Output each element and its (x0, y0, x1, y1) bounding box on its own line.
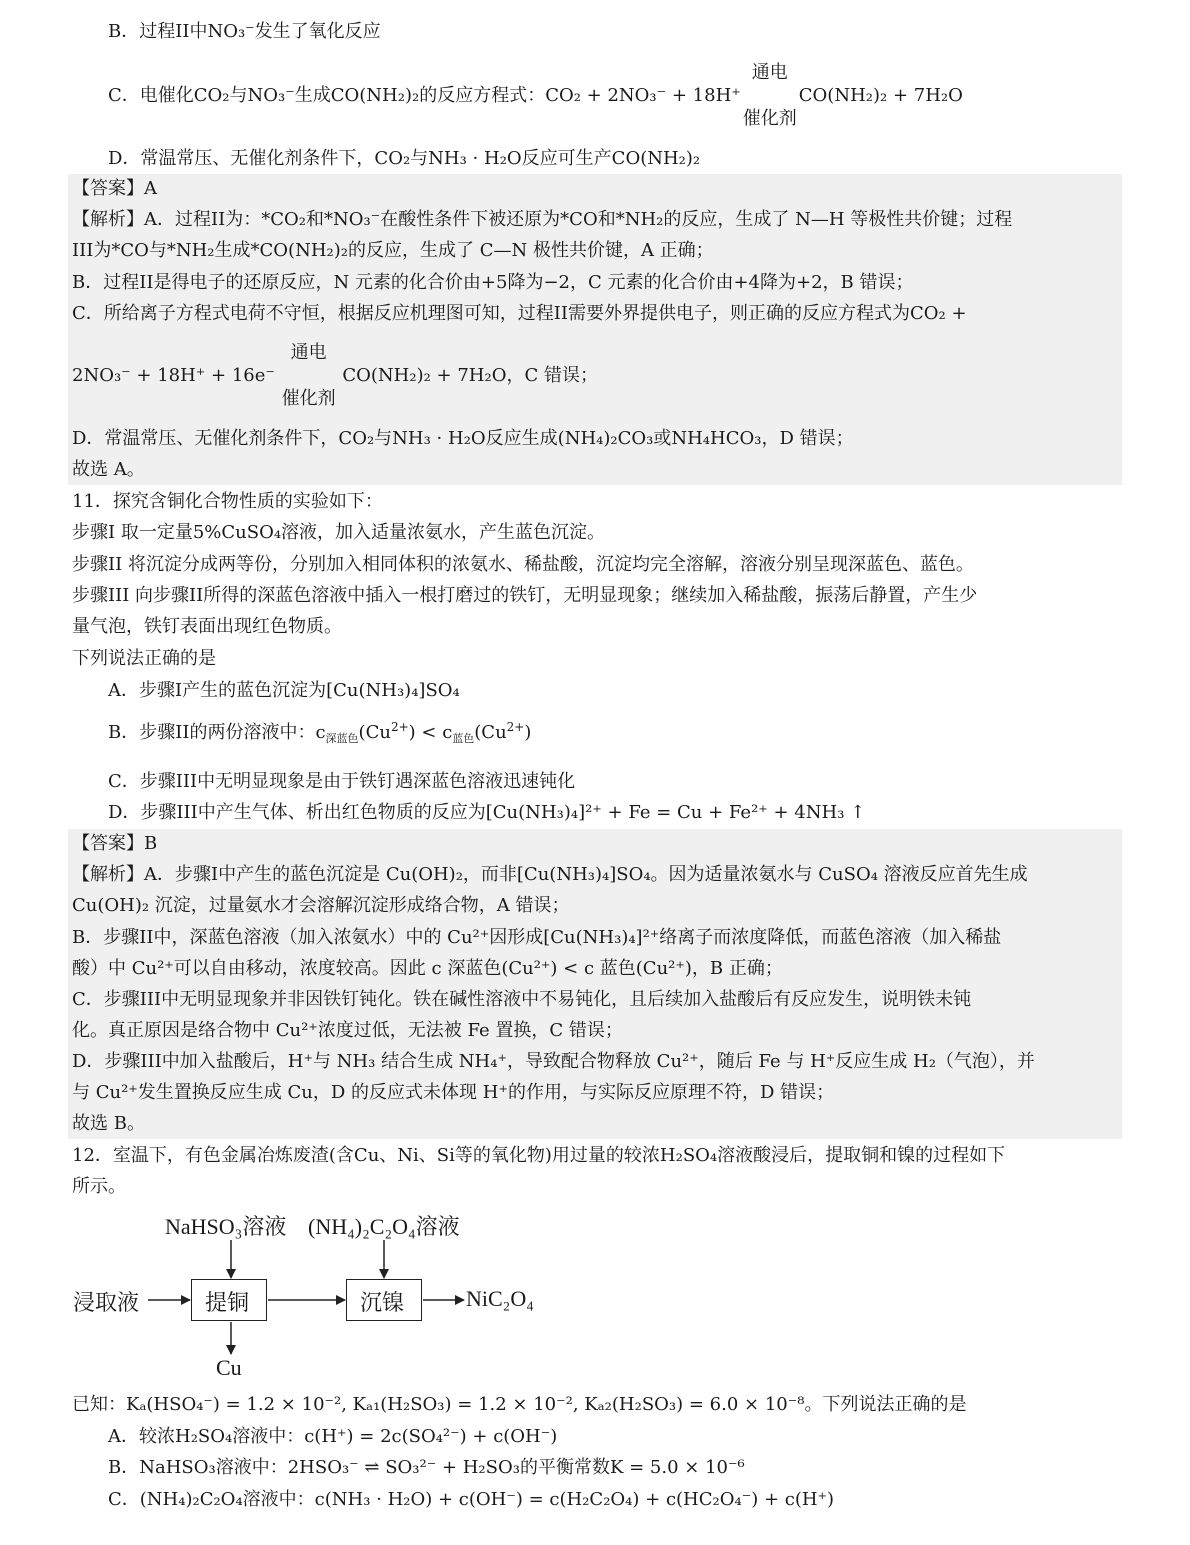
q10-option-b: B．过程II中NO₃⁻发生了氧化反应 (108, 21, 381, 42)
q10-analysis-line: B．过程II是得电子的还原反应，N 元素的化合价由+5降为−2，C 元素的化合价由+4降为+2，B 错误； (72, 272, 914, 293)
equation-suffix: CO(NH₂)₂ + 7H₂O，C 错误； (342, 365, 598, 386)
q11-analysis-line: C．步骤III中无明显现象并非因铁钉钝化。铁在碱性溶液中不易钝化，且后续加入盐酸后有反应发生，说明铁未钝 (72, 989, 972, 1010)
q11-analysis-line: 【解析】A．步骤I中产生的蓝色沉淀是 Cu(OH)₂，而非[Cu(NH₃)₄]SO₄。因为适量浓氨水与 CuSO₄ 溶液反应首先生成 (72, 864, 1028, 885)
subscript-blue: 蓝色 (452, 732, 475, 745)
q12-stem: 12．室温下，有色金属冶炼废渣(含Cu、Ni、Si等的氧化物)用过量的较浓H₂SO₄溶液酸浸后，提取铜和镍的过程如下 (72, 1145, 1006, 1166)
subscript-deep-blue: 深蓝色 (325, 732, 359, 745)
reagent-oxalate: (NH₄)₂C₂O₄溶液 (308, 1214, 460, 1239)
q11-step: 步骤I 取一定量5%CuSO₄溶液，加入适量浓氨水，产生蓝色沉淀。 (72, 522, 606, 543)
q10-analysis-line: D．常温常压、无催化剂条件下，CO₂与NH₃ · H₂O反应生成(NH₄)₂CO₃或NH₄HCO₃，D 错误； (72, 428, 854, 449)
condition-top: 通电 (290, 342, 327, 363)
q11-analysis-line: 与 Cu²⁺发生置换反应生成 Cu，D 的反应式未体现 H⁺的作用，与实际反应原理不符，D 错误； (72, 1082, 835, 1103)
q12-option: A．较浓H₂SO₄溶液中：c(H⁺) = 2c(SO₄²⁻) + c(OH⁻) (108, 1426, 558, 1447)
q10-answer: 【答案】A (72, 178, 157, 199)
step-precipitate-nickel-label: 沉镍 (360, 1290, 405, 1315)
q11-option-d: D．步骤III中产生气体、析出红色物质的反应为[Cu(NH₃)₄]²⁺ + Fe = Cu + Fe²⁺ + 4NH₃ ↑ (108, 802, 866, 823)
q11-analysis-line: D．步骤III中加入盐酸后，H⁺与 NH₃ 结合生成 NH₄⁺，导致配合物释放 Cu²⁺，随后 Fe 与 H⁺反应生成 H₂（气泡），并 (72, 1051, 1035, 1072)
input-leachate: 浸取液 (73, 1290, 140, 1315)
byproduct-copper: Cu (216, 1355, 242, 1380)
condition-bottom: 催化剂 (742, 108, 797, 129)
q11-stem: 11．探究含铜化合物性质的实验如下： (72, 491, 383, 512)
output-nickel-oxalate: NiC₂O₄ (466, 1286, 534, 1311)
q11-answer: 【答案】B (72, 833, 158, 854)
flow-arrows (0, 0, 600, 1400)
q10-conclusion: 故选 A。 (72, 459, 145, 480)
q10-option-d: D．常温常压、无催化剂条件下，CO₂与NH₃ · H₂O反应可生产CO(NH₂)₂ (108, 148, 701, 169)
q11-step: 步骤II 将沉淀分成两等份，分别加入相同体积的浓氨水、稀盐酸，沉淀均完全溶解，溶液分别呈现深蓝色、蓝色。 (72, 554, 974, 575)
q10-analysis-line: III为*CO与*NH₂生成*CO(NH₂)₂的反应，生成了 C—N 极性共价键，A 正确； (72, 240, 714, 261)
q11-question: 下列说法正确的是 (72, 648, 216, 669)
q11-step: 量气泡，铁钉表面出现红色物质。 (72, 616, 342, 637)
q11-analysis-line: 化。真正原因是络合物中 Cu²⁺浓度过低，无法被 Fe 置换，C 错误； (72, 1020, 623, 1041)
q12-option: B．NaHSO₃溶液中：2HSO₃⁻ ⇌ SO₃²⁻ + H₂SO₃的平衡常数K = 5.0 × 10⁻⁶ (108, 1457, 745, 1478)
analysis-label: 【解析】 (72, 209, 144, 230)
q10-option-c-prefix: C．电催化CO₂与NO₃⁻生成CO(NH₂)₂的反应方程式：CO₂ + 2NO₃⁻ + 18H⁺ (108, 85, 741, 106)
q11-analysis-line: 酸）中 Cu²⁺可以自由移动，浓度较高。因此 c 深蓝色(Cu²⁺) < c 蓝色(Cu²⁺)，B 正确； (72, 958, 783, 979)
q12-stem: 所示。 (72, 1176, 126, 1197)
q11-step: 步骤III 向步骤II所得的深蓝色溶液中插入一根打磨过的铁钉，无明显现象；继续加入稀盐酸，振荡后静置，产生少 (72, 585, 978, 606)
q11-option-b-prefix: B．步骤II的两份溶液中： (108, 722, 316, 743)
equation-prefix: 2NO₃⁻ + 18H⁺ + 16e⁻ (72, 365, 275, 386)
condition-bottom: 催化剂 (281, 388, 336, 409)
q10-option-c-suffix: CO(NH₂)₂ + 7H₂O (798, 85, 963, 106)
q11-analysis-line: B．步骤II中，深蓝色溶液（加入浓氨水）中的 Cu²⁺因形成[Cu(NH₃)₄]²⁺络离子而浓度降低，而蓝色溶液（加入稀盐 (72, 927, 1002, 948)
q11-analysis-line: Cu(OH)₂ 沉淀，过量氨水才会溶解沉淀形成络合物，A 错误； (72, 895, 570, 916)
q11-option-a: A．步骤I产生的蓝色沉淀为[Cu(NH₃)₄]SO₄ (108, 680, 460, 701)
q11-conclusion: 故选 B。 (72, 1113, 145, 1134)
q11-option-b: B．步骤II的两份溶液中：$c_{深蓝色}(Cu^{2+}) < c_{蓝色}(Cu^{2+})$ (108, 720, 532, 745)
analysis-text: A．过程II为：*CO₂和*NO₃⁻在酸性条件下被还原为*CO和*NH₂的反应，生成了 N—H 等极性共价键；过程 (144, 209, 1013, 230)
reagent-nahso3: NaHSO₃溶液 (165, 1214, 287, 1239)
q12-known-constants: 已知：Kₐ(HSO₄⁻) = 1.2 × 10⁻², Kₐ₁(H₂SO₃) = 1.2 × 10⁻², Kₐ₂(H₂SO₃) = 6.0 × 10⁻⁸。下列说法正确的是 (72, 1394, 967, 1415)
q11-option-c: C．步骤III中无明显现象是由于铁钉遇深蓝色溶液迅速钝化 (108, 771, 576, 792)
q10-analysis-line: C．所给离子方程式电荷不守恒，根据反应机理图可知，过程II需要外界提供电子，则正确的反应方程式为CO₂ + (72, 303, 967, 324)
step-extract-copper-label: 提铜 (205, 1290, 250, 1315)
condition-top: 通电 (751, 62, 788, 83)
q12-option: C．(NH₄)₂C₂O₄溶液中：c(NH₃ · H₂O) + c(OH⁻) = c(H₂C₂O₄) + c(HC₂O₄⁻) + c(H⁺) (108, 1489, 835, 1510)
